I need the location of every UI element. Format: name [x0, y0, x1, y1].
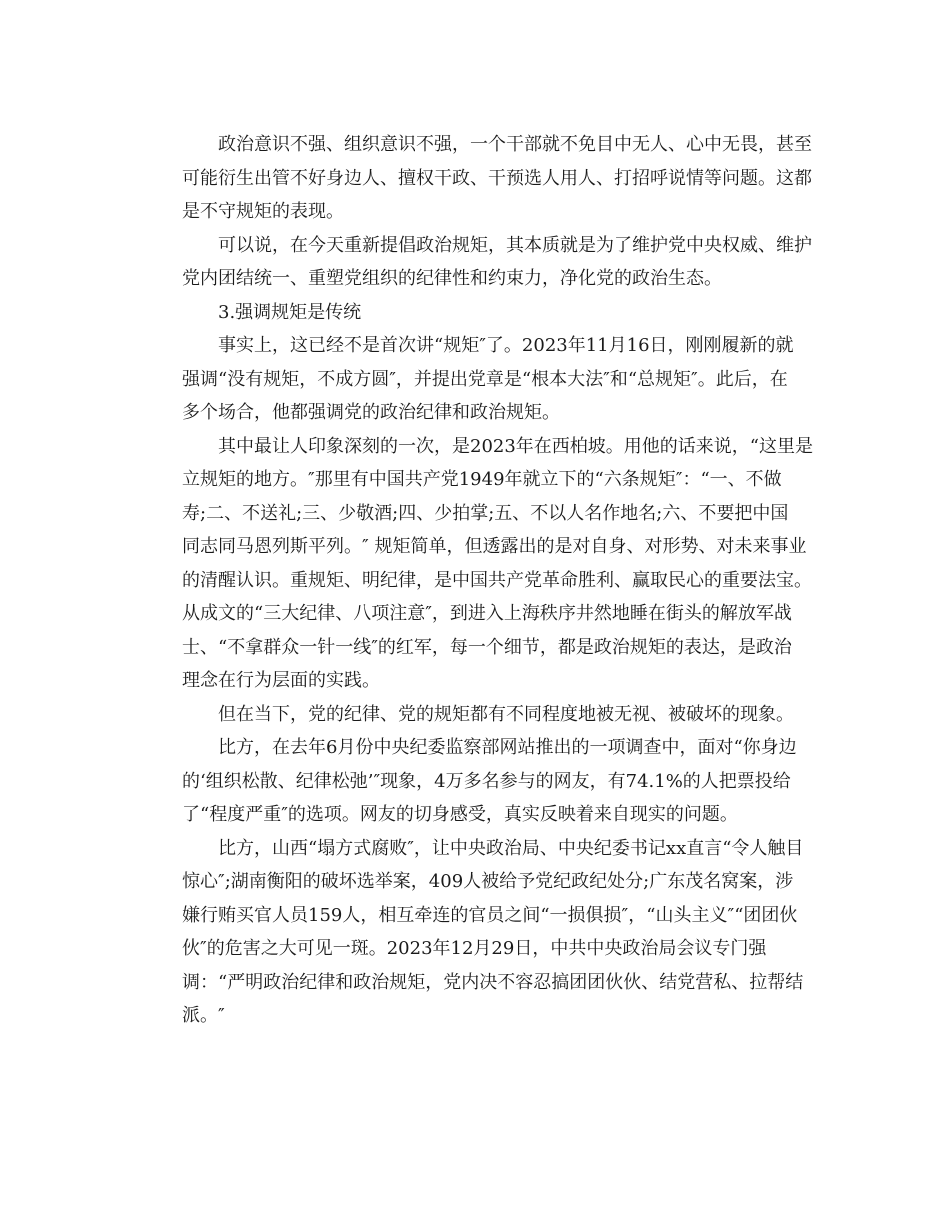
- text-line: 党内团结统一、重塑党组织的纪律性和约束力，净化党的政治生态。: [182, 268, 722, 289]
- document-body: [146, 128, 814, 1033]
- paragraph-5: [146, 698, 806, 732]
- paragraph-4: [146, 430, 814, 698]
- text-line: 寿;二、不送礼;三、少敬酒;四、少拍掌;五、不以人名作地名;六、不要把中国: [182, 502, 789, 524]
- text-line: 伙″的危害之大可见一斑。2023年12月29日，中共中央政治局会议专门强: [182, 938, 767, 959]
- text-line: 理念在行为层面的实践。: [182, 670, 380, 691]
- text-line: 的‘组织松散、纪律松弛’″现象，4万多名参与的网友，有74.1%的人把票投给: [182, 770, 791, 792]
- text-line: 比方，山西“塌方式腐败″，让中央政治局、中央纪委书记xx直言“令人触目: [218, 837, 804, 859]
- text-line: 政治意识不强、组织意识不强，一个干部就不免目中无人、心中无畏，甚至: [218, 134, 812, 155]
- text-line: 调：“严明政治纪律和政治规矩，党内决不容忍搞团团伙伙、结党营私、拉帮结: [182, 971, 804, 993]
- text-line: 派。″: [182, 1005, 225, 1026]
- text-line: 可以说，在今天重新提倡政治规矩，其本质就是为了维护党中央权威、维护: [218, 234, 812, 256]
- text-line: 立规矩的地方。″那里有中国共产党1949年就立下的“六条规矩″：“一、不做: [182, 469, 782, 490]
- text-line: 但在当下，党的纪律、党的规矩都有不同程度地被无视、被破坏的现象。: [218, 703, 794, 725]
- heading-line: 3.强调规矩是传统: [218, 301, 362, 323]
- text-line: 是不守规矩的表现。: [182, 201, 344, 222]
- text-line: 从成文的“三大纪律、八项注意″，到进入上海秩序井然地睡在街头的解放军战: [182, 603, 792, 624]
- text-line: 士、“不拿群众一针一线″的红军，每一个细节，都是政治规矩的表达，是政治: [182, 636, 792, 658]
- text-line: 强调“没有规矩，不成方圆″，并提出党章是“根本大法″和“总规矩″。此后，在: [182, 368, 788, 390]
- text-line: 惊心″;湖南衡阳的破坏选举案，409人被给予党纪政纪处分;广东茂名窝案，涉: [182, 871, 794, 892]
- text-line: 的清醒认识。重规矩、明纪律，是中国共产党革命胜利、赢取民心的重要法宝。: [182, 569, 812, 591]
- text-line: 了“程度严重″的选项。网友的切身感受，真实反映着来自现实的问题。: [182, 804, 738, 825]
- text-line: 同志同马恩列斯平列。″ 规矩简单，但透露出的是对自身、对形势、对未来事业: [182, 536, 807, 557]
- text-line: 多个场合，他都强调党的政治纪律和政治规矩。: [182, 402, 560, 423]
- section-heading: [146, 296, 806, 330]
- paragraph-2: [146, 229, 812, 296]
- paragraph-6: [146, 731, 806, 832]
- text-line: 其中最让人印象深刻的一次，是2023年在西柏坡。用他的话来说，“这里是: [218, 435, 814, 457]
- paragraph-1: [146, 128, 812, 229]
- paragraph-7: [146, 832, 806, 1033]
- text-line: 比方，在去年6月份中央纪委监察部网站推出的一项调查中，面对“你身边: [218, 737, 797, 758]
- text-line: 可能衍生出管不好身边人、擅权干政、干预选人用人、打招呼说情等问题。这都: [182, 167, 812, 189]
- paragraph-3: [146, 329, 806, 430]
- text-line: 嫌行贿买官人员159人，相互牵连的官员之间“一损俱损″，“山头主义″“团团伙: [182, 904, 798, 926]
- text-line: 事实上，这已经不是首次讲“规矩″了。2023年11月16日，刚刚履新的就: [218, 335, 794, 356]
